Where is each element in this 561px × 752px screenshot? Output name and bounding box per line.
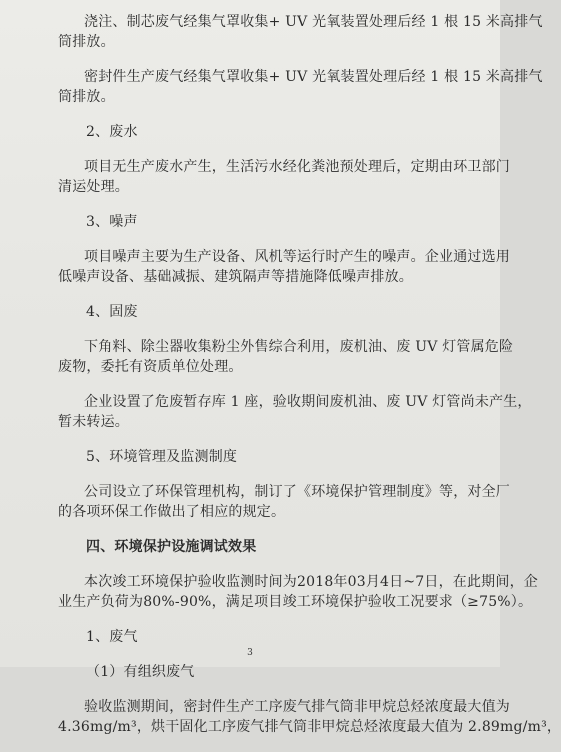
text-line: 项目无生产废水产生，生活污水经化粪池预处理后，定期由环卫部门 [84, 159, 510, 175]
paragraph-management [58, 482, 510, 522]
subsection-heading-organized-exhaust: （1）有组织废气 [86, 664, 195, 680]
section-heading-exhaust: 1、废气 [86, 629, 138, 645]
text-line: 下角料、除尘器收集粉尘外售综合利用，废机油、废 UV 灯管属危险 [84, 339, 514, 355]
text-line: 低噪声设备、基础减振、建筑隔声等措施降低噪声排放。 [58, 269, 413, 285]
paragraph-hazardous-storage [58, 392, 532, 432]
paragraph-casting-exhaust [58, 12, 543, 52]
text-line: 验收监测期间，密封件生产工序废气排气筒非甲烷总烃浓度最大值为 [84, 699, 510, 715]
page-number: 3 [247, 648, 253, 658]
paragraph-seal-exhaust [58, 67, 543, 107]
paragraph-solid-waste [58, 337, 514, 377]
text-line: 业生产负荷为80%-90%，满足项目竣工环境保护验收工况要求（≥75%）。 [58, 594, 533, 610]
text-line: 筒排放。 [58, 34, 115, 50]
section-heading-wastewater: 2、废水 [86, 124, 138, 140]
text-line: 清运处理。 [58, 179, 129, 195]
section-heading-management: 5、环境管理及监测制度 [86, 449, 238, 465]
text-line: 筒排放。 [58, 89, 115, 105]
chapter-heading-effects: 四、环境保护设施调试效果 [86, 539, 257, 555]
paragraph-noise [58, 247, 510, 287]
text-line: 废物，委托有资质单位处理。 [58, 359, 243, 375]
text-line: 企业设置了危废暂存库 1 座，验收期间废机油、废 UV 灯管尚未产生， [84, 394, 532, 410]
paragraph-monitoring-period [58, 572, 538, 612]
text-line: 浇注、制芯废气经集气罩收集+ UV 光氧装置处理后经 1 根 15 米高排气 [84, 14, 543, 30]
text-line: 4.36mg/m³，烘干固化工序废气排气筒非甲烷总烃浓度最大值为 2.89mg/m³， [58, 719, 561, 735]
text-line: 本次竣工环境保护验收监测时间为2018年03月4日~7日，在此期间，企 [84, 574, 538, 590]
text-line: 密封件生产废气经集气罩收集+ UV 光氧装置处理后经 1 根 15 米高排气 [84, 69, 543, 85]
paragraph-wastewater [58, 157, 510, 197]
text-line: 暂未转运。 [58, 414, 129, 430]
page-content [58, 12, 561, 752]
section-heading-noise: 3、噪声 [86, 214, 138, 230]
text-line: 项目噪声主要为生产设备、风机等运行时产生的噪声。企业通过选用 [84, 249, 510, 265]
text-line: 的各项环保工作做出了相应的规定。 [58, 504, 286, 520]
section-heading-solid-waste: 4、固废 [86, 304, 138, 320]
paragraph-exhaust-results [58, 697, 561, 737]
text-line: 公司设立了环保管理机构，制订了《环境保护管理制度》等，对全厂 [84, 484, 510, 500]
